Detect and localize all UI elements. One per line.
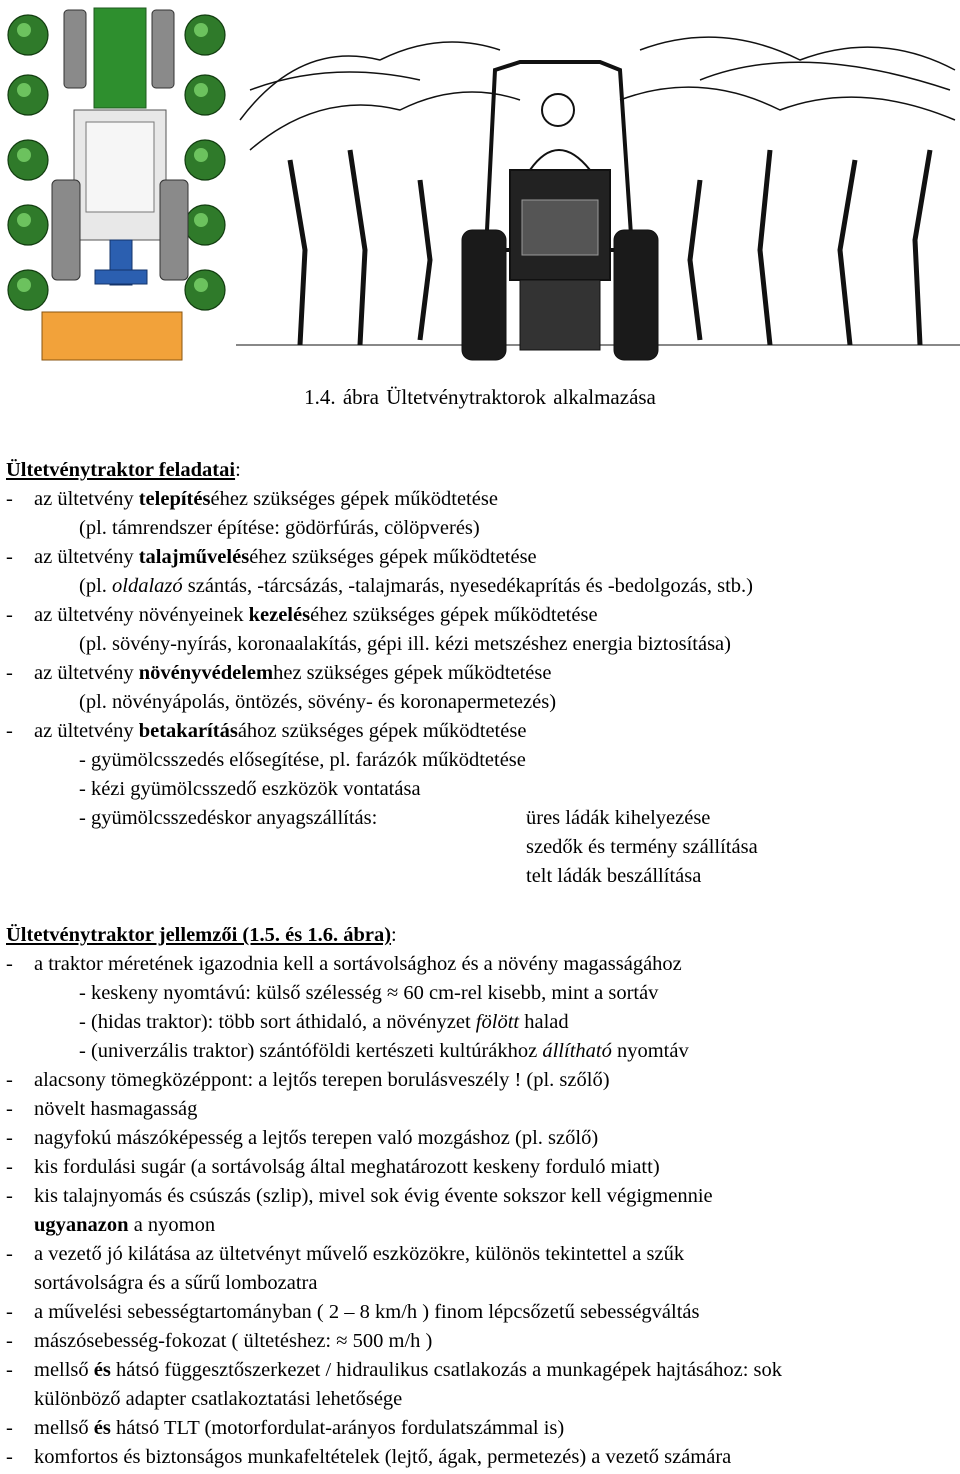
size-sub-text: - (hidas traktor): több sort áthidaló, a növényzet bbox=[79, 1011, 476, 1033]
task-text: éhez szükséges gépek működtetése bbox=[310, 604, 598, 626]
feature-item: - mellső és hátsó TLT (motorfordulat-arányos fordulatszámmal is) bbox=[6, 1417, 565, 1439]
feature-text: nagyfokú mászóképesség a lejtős terepen való mozgáshoz (pl. szőlő) bbox=[34, 1127, 599, 1149]
task-text: az ültetvény bbox=[34, 662, 139, 684]
task-text: az ültetvény bbox=[34, 546, 139, 568]
feature-text: kis talajnyomás és csúszás (szlip), mivel sok évig évente sokszor kell végigmennie bbox=[34, 1185, 713, 1207]
feature-text: mellső bbox=[34, 1359, 94, 1381]
feature-item: - kis talajnyomás és csúszás (szlip), mivel sok évig évente sokszor kell végigmennie bbox=[6, 1185, 713, 1207]
task-harvest: - az ültetvény betakarításához szükséges gépek működtetése bbox=[6, 720, 527, 742]
task-note: (pl. bbox=[79, 575, 113, 597]
feature-item: - növelt hasmagasság bbox=[6, 1098, 198, 1120]
feature-text: hátsó TLT (motorfordulat-arányos fordulatszámmal is) bbox=[110, 1417, 565, 1439]
section1-heading bbox=[6, 456, 241, 485]
task-care: - az ültetvény növényeinek kezeléséhez szükséges gépek működtetése bbox=[6, 604, 598, 626]
feature-bold: és bbox=[93, 1417, 111, 1439]
task-note: (pl. növényápolás, öntözés, sövény- és koronapermetezés) bbox=[79, 691, 557, 713]
feature-item: - mellső és hátsó függesztőszerkezet / hidraulikus csatlakozás a munkagépek hajtásához: sok bbox=[6, 1359, 783, 1381]
task-text: az ültetvény bbox=[34, 720, 139, 742]
task-keyword: kezelés bbox=[248, 604, 311, 626]
section1-title-suffix: : bbox=[235, 459, 241, 481]
size-sub-italic: fölött bbox=[475, 1011, 520, 1033]
transport-item: üres ládák kihelyezése bbox=[526, 807, 711, 829]
size-sub-text: - keskeny nyomtávú: külső szélesség ≈ 60 cm-rel kisebb, mint a sortáv bbox=[79, 982, 659, 1004]
feature-text: a művelési sebességtartományban ( 2 – 8 km/h ) finom lépcsőzetű sebességváltás bbox=[34, 1301, 700, 1323]
transport-item: szedők és termény szállítása bbox=[526, 836, 758, 858]
size-sub-item bbox=[6, 1037, 689, 1066]
harvest-sub-text: - gyümölcsszedéskor anyagszállítás: bbox=[79, 807, 378, 829]
feature-bold: és bbox=[93, 1359, 111, 1381]
feature-item: - a művelési sebességtartományban ( 2 – 8 km/h ) finom lépcsőzetű sebességváltás bbox=[6, 1301, 700, 1323]
feature-item: - kis fordulási sugár (a sortávolság által meghatározott keskeny forduló miatt) bbox=[6, 1156, 660, 1178]
figure-tractor-illustrations bbox=[0, 0, 960, 372]
size-sub-text: halad bbox=[519, 1011, 569, 1033]
feature-item: - a vezető jó kilátása az ültetvényt művelő eszközökre, különös tekintettel a szűk bbox=[6, 1243, 685, 1265]
task-text: éhez szükséges gépek működtetése bbox=[249, 546, 537, 568]
task-note: (pl. sövény-nyírás, koronaalakítás, gépi ill. kézi metszéshez energia biztosítása) bbox=[79, 633, 731, 655]
harvest-sub-item bbox=[6, 775, 421, 804]
feature-text: komfortos és biztonságos munkafeltételek (lejtő, ágak, permetezés) a vezető számára bbox=[34, 1446, 732, 1468]
feature-text: kis fordulási sugár (a sortávolság által meghatározott keskeny forduló miatt) bbox=[34, 1156, 660, 1178]
task-care-note bbox=[6, 630, 731, 659]
task-note: szántás, -tárcsázás, -talajmarás, nyesedékaprítás és -bedolgozás, stb.) bbox=[182, 575, 754, 597]
task-text: az ültetvény növényeinek bbox=[34, 604, 249, 626]
task-soil-note bbox=[6, 572, 753, 601]
size-sub-text: nyomtáv bbox=[611, 1040, 689, 1062]
size-sub-item bbox=[6, 979, 658, 1008]
size-sub-italic: állítható bbox=[542, 1040, 612, 1062]
feature-text: a traktor méretének igazodnia kell a sortávolsághoz és a növény magasságához bbox=[34, 953, 682, 975]
feature-text: mellső bbox=[34, 1417, 94, 1439]
task-text: ához szükséges gépek működtetése bbox=[237, 720, 527, 742]
task-text: az ültetvény bbox=[34, 488, 139, 510]
feature-text: a nyomon bbox=[128, 1214, 216, 1236]
size-sub-text: - (univerzális traktor) szántóföldi kertészeti kultúrákhoz bbox=[79, 1040, 543, 1062]
section2-title: Ültetvénytraktor jellemzői (1.5. és 1.6. ábra) bbox=[6, 924, 392, 946]
task-keyword: telepítés bbox=[138, 488, 211, 510]
task-keyword: növényvédelem bbox=[138, 662, 274, 684]
tractor-orchard-drawing bbox=[236, 37, 960, 360]
task-keyword: talajművelés bbox=[138, 546, 250, 568]
feature-item: - alacsony tömegközéppont: a lejtős terepen borulásveszély ! (pl. szőlő) bbox=[6, 1069, 610, 1091]
feature-text: hátsó függesztőszerkezet / hidraulikus csatlakozás a munkagépek hajtásához: sok bbox=[110, 1359, 783, 1381]
feature-item: - a traktor méretének igazodnia kell a sortávolsághoz és a növény magasságához bbox=[6, 953, 682, 975]
task-protection-note bbox=[6, 688, 556, 717]
section1-title: Ültetvénytraktor feladatai bbox=[6, 459, 236, 481]
transport-item: telt ládák beszállítása bbox=[526, 865, 702, 887]
size-sub-item bbox=[6, 1008, 569, 1037]
figure-caption: 1.4. ábra Ültetvénytraktorok alkalmazása bbox=[304, 385, 656, 409]
feature-item: - mászósebesség-fokozat ( ültetéshez: ≈ 500 m/h ) bbox=[6, 1330, 433, 1352]
harvest-sub-item bbox=[6, 746, 526, 775]
tractor-top-view-drawing bbox=[8, 8, 225, 360]
task-text: éhez szükséges gépek működtetése bbox=[210, 488, 498, 510]
feature-text: sortávolságra és a sűrű lombozatra bbox=[34, 1272, 318, 1294]
task-keyword: betakarítás bbox=[138, 720, 238, 742]
feature-text: mászósebesség-fokozat ( ültetéshez: ≈ 500 m/h ) bbox=[34, 1330, 433, 1352]
feature-bold: ugyanazon bbox=[34, 1214, 129, 1236]
task-protection: - az ültetvény növényvédelemhez szükséges gépek működtetése bbox=[6, 662, 552, 684]
harvest-sub-text: - gyümölcsszedés elősegítése, pl. farázók működtetése bbox=[79, 749, 526, 771]
feature-item: - nagyfokú mászóképesség a lejtős terepen való mozgáshoz (pl. szőlő) bbox=[6, 1127, 599, 1149]
harvest-sub-item bbox=[6, 804, 956, 833]
section2-title-suffix: : bbox=[391, 924, 397, 946]
task-note-italic: oldalazó bbox=[112, 575, 183, 597]
feature-text: növelt hasmagasság bbox=[34, 1098, 198, 1120]
task-soil: - az ültetvény talajműveléséhez szükséges gépek működtetése bbox=[6, 546, 537, 568]
feature-text: különböző adapter csatlakoztatási lehetősége bbox=[34, 1388, 403, 1410]
feature-item-cont bbox=[6, 1211, 215, 1240]
feature-item: - komfortos és biztonságos munkafeltételek (lejtő, ágak, permetezés) a vezető számára bbox=[6, 1446, 732, 1468]
feature-text: alacsony tömegközéppont: a lejtős terepen borulásveszély ! (pl. szőlő) bbox=[34, 1069, 610, 1091]
task-install: - az ültetvény telepítéséhez szükséges gépek működtetése bbox=[6, 488, 498, 510]
feature-item-cont bbox=[6, 1385, 402, 1414]
feature-item-cont bbox=[6, 1269, 318, 1298]
feature-text: a vezető jó kilátása az ültetvényt művelő eszközökre, különös tekintettel a szűk bbox=[34, 1243, 685, 1265]
task-note: (pl. támrendszer építése: gödörfúrás, cölöpverés) bbox=[79, 517, 480, 539]
harvest-sub-text: - kézi gyümölcsszedő eszközök vontatása bbox=[79, 778, 421, 800]
task-text: hez szükséges gépek működtetése bbox=[273, 662, 552, 684]
section2-heading bbox=[6, 921, 397, 950]
task-install-note bbox=[6, 514, 480, 543]
